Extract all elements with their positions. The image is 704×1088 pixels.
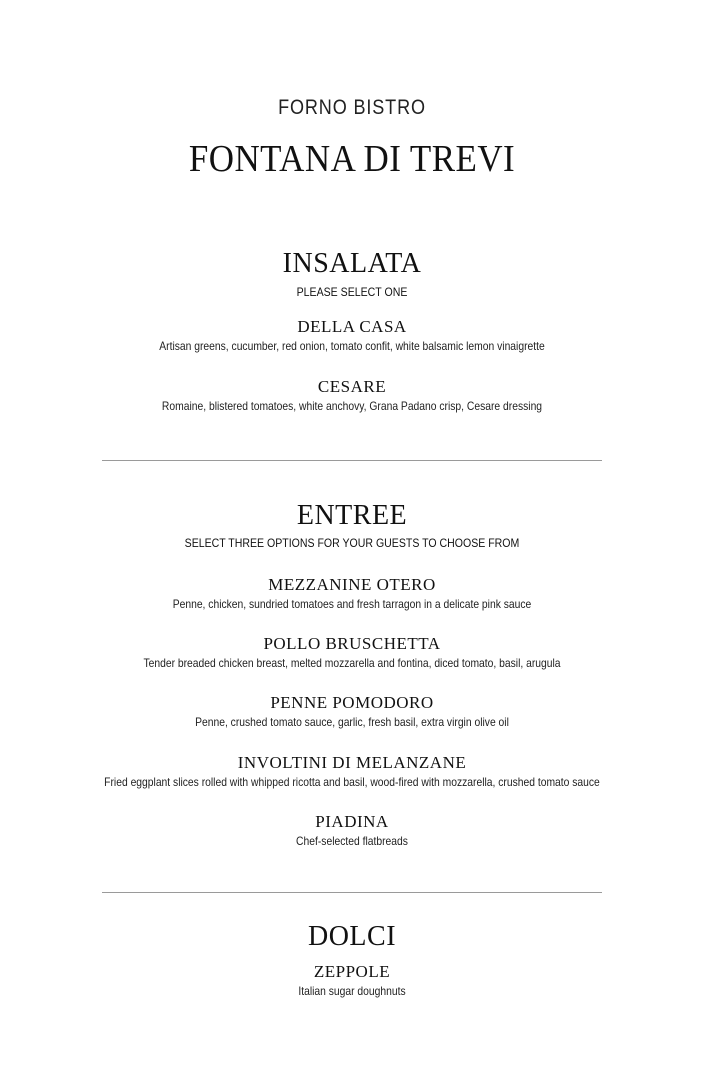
menu-item-name: PENNE POMODORO (270, 693, 434, 712)
menu-item-name: POLLO BRUSCHETTA (263, 634, 441, 653)
menu-item-description: Romaine, blistered tomatoes, white anchovy, Grana Padano crisp, Cesare dressing (161, 399, 543, 413)
menu-item-description: Penne, chicken, sundried tomatoes and fresh tarragon in a delicate pink sauce (172, 597, 532, 611)
menu-item-name: CESARE (317, 377, 387, 396)
section-divider (102, 892, 602, 893)
menu-item-description: Fried eggplant slices rolled with whipped ricotta and basil, wood-fired with mozzarella, crushed tomato sauce (104, 775, 600, 789)
menu-item-name: INVOLTINI DI MELANZANE (237, 753, 467, 772)
menu-item-description: Tender breaded chicken breast, melted mozzarella and fontina, diced tomato, basil, arugula (143, 656, 561, 670)
section-title-insalata: INSALATA (282, 248, 422, 279)
menu-item-description: Italian sugar doughnuts (298, 984, 406, 998)
menu-item-description: Chef-selected flatbreads (296, 834, 408, 848)
section-divider (102, 460, 602, 461)
menu-item-name: ZEPPOLE (313, 962, 391, 981)
section-note-insalata: PLEASE SELECT ONE (296, 285, 408, 299)
restaurant-title: FONTANA DI TREVI (188, 138, 516, 180)
section-title-entree: ENTREE (296, 500, 408, 531)
menu-item-name: PIADINA (315, 812, 389, 831)
menu-item-description: Artisan greens, cucumber, red onion, tomato confit, white balsamic lemon vinaigrette (159, 339, 545, 353)
menu-item-name: DELLA CASA (297, 317, 407, 336)
section-note-entree: SELECT THREE OPTIONS FOR YOUR GUESTS TO CHOOSE FROM (184, 536, 520, 550)
section-title-dolci: DOLCI (307, 921, 397, 952)
restaurant-subtitle: FORNO BISTRO (278, 96, 426, 119)
menu-item-description: Penne, crushed tomato sauce, garlic, fresh basil, extra virgin olive oil (195, 715, 509, 729)
menu-item-name: MEZZANINE OTERO (268, 575, 436, 594)
